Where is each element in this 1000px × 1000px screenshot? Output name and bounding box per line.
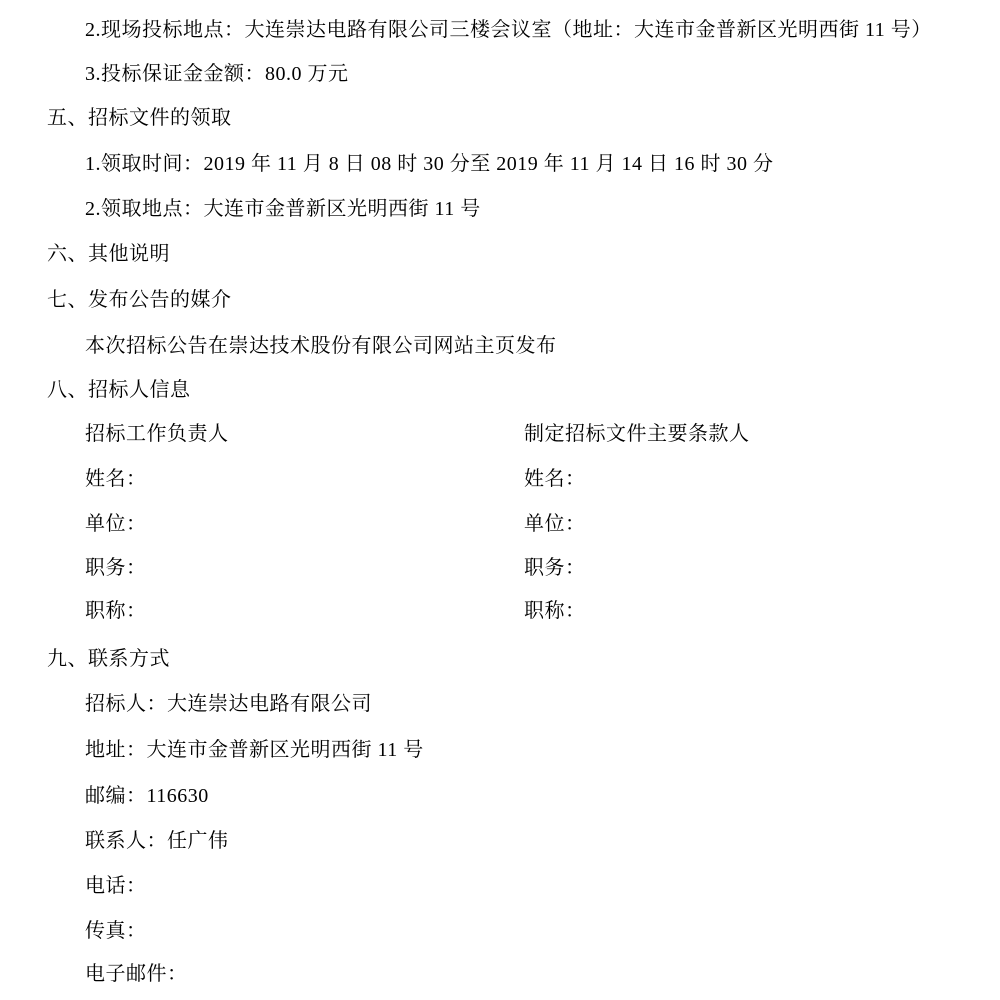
name-field-label-right: 姓名： (524, 468, 586, 490)
fax-field (85, 921, 147, 941)
section-heading-document-collection: 五、招标文件的领取 (47, 107, 232, 129)
bid-deposit-amount-line: 3.投标保证金金额：80.0 万元 (85, 63, 349, 85)
fax-field-label: 传真： (85, 920, 147, 942)
address-field-label: 地址： (85, 739, 147, 761)
address-field-value: 大连市金普新区光明西街 11 号 (146, 739, 424, 761)
unit-field-label-right: 单位： (524, 513, 586, 535)
email-field-label: 电子邮件： (85, 963, 188, 985)
announcement-media-paragraph: 本次招标公告在崇达技术股份有限公司网站主页发布 (85, 335, 557, 357)
name-field-label-left: 姓名： (85, 468, 147, 490)
phone-field-label: 电话： (85, 875, 147, 897)
section-heading-tenderer-info: 八、招标人信息 (47, 379, 191, 401)
unit-field-label-left: 单位： (85, 513, 147, 535)
section-heading-contact-info: 九、联系方式 (47, 648, 170, 670)
email-field (85, 964, 188, 984)
collection-time-line: 1.领取时间：2019 年 11 月 8 日 08 时 30 分至 2019 年 11 月 14 日 16 时 30 分 (85, 153, 774, 175)
contact-person-field-value: 任广伟 (167, 830, 229, 852)
postcode-field (85, 786, 209, 806)
tenderer-field (85, 694, 372, 714)
onsite-bid-location-line: 2.现场投标地点：大连崇达电路有限公司三楼会议室（地址：大连市金普新区光明西街 11 号） (85, 19, 932, 41)
section-heading-announcement-media: 七、发布公告的媒介 (47, 289, 232, 311)
document-drafter-column-header: 制定招标文件主要条款人 (524, 423, 750, 445)
title-field-label-left: 职称： (85, 600, 147, 622)
tender-leader-column-header: 招标工作负责人 (85, 423, 229, 445)
phone-field (85, 876, 147, 896)
tenderer-field-label: 招标人： (85, 693, 167, 715)
postcode-field-label: 邮编： (85, 785, 147, 807)
section-heading-other-notes: 六、其他说明 (47, 243, 170, 265)
address-field (85, 740, 424, 760)
postcode-field-value: 116630 (146, 785, 209, 807)
contact-person-field (85, 831, 229, 851)
contact-person-field-label: 联系人： (85, 830, 167, 852)
tenderer-field-value: 大连崇达电路有限公司 (167, 693, 372, 715)
title-field-label-right: 职称： (524, 600, 586, 622)
position-field-label-left: 职务： (85, 557, 147, 579)
position-field-label-right: 职务： (524, 557, 586, 579)
collection-place-line: 2.领取地点：大连市金普新区光明西街 11 号 (85, 198, 481, 220)
